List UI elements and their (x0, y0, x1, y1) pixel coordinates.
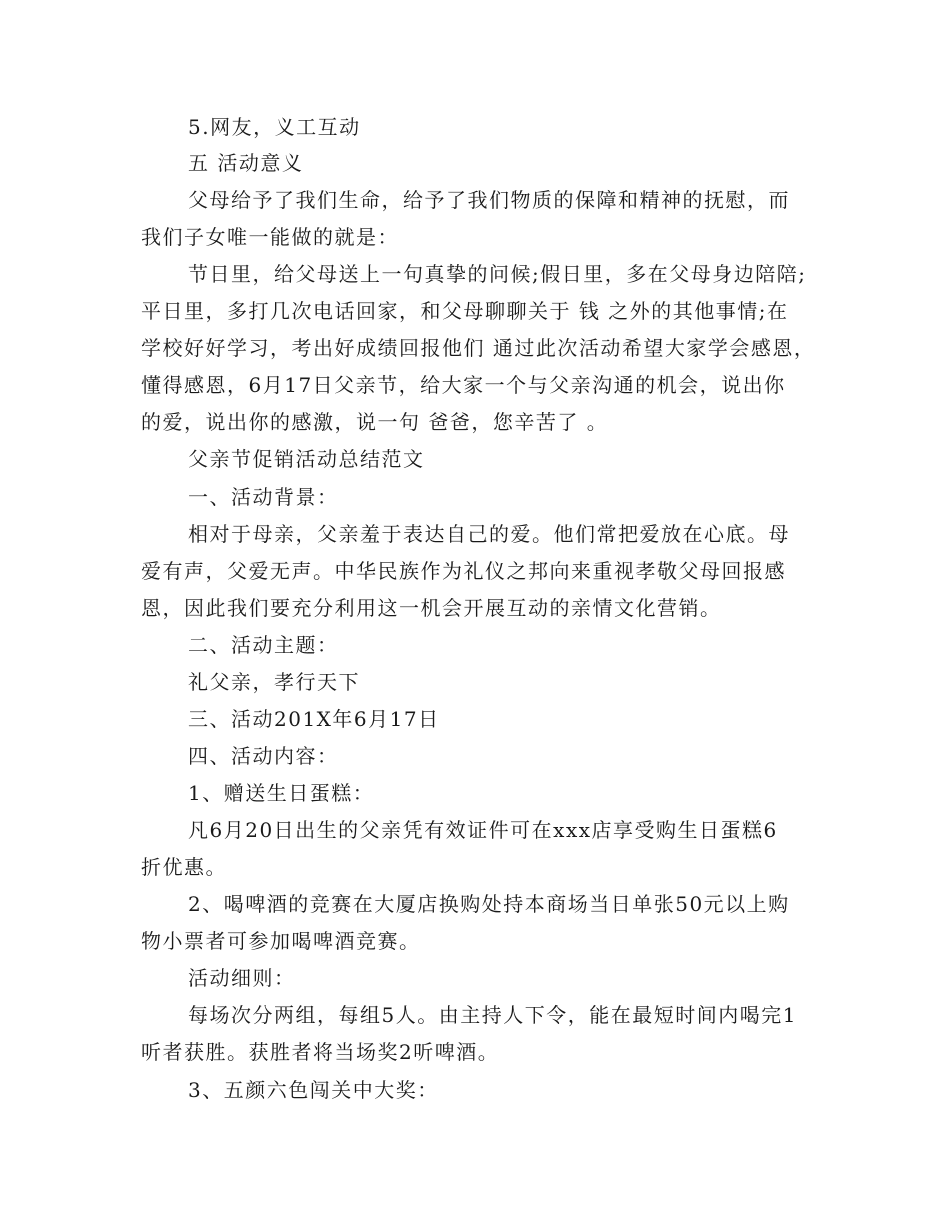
text-line: 凡6月20日出生的父亲凭有效证件可在xxx店享受购生日蛋糕6 (188, 818, 778, 842)
text-line: 每场次分两组，每组5人。由主持人下令，能在最短时间内喝完1 (188, 1003, 797, 1027)
list-item-heading: 3、五颜六色闯关中大奖： (188, 1078, 439, 1102)
section-heading: 五 活动意义 (188, 151, 304, 175)
text-line: 父母给予了我们生命，给予了我们物质的保障和精神的抚慰，而 (188, 188, 790, 212)
text-line: 2、喝啤酒的竞赛在大厦店换购处持本商场当日单张50元以上购 (188, 892, 790, 916)
list-item-heading: 活动细则： (188, 966, 296, 990)
text-line: 相对于母亲，父亲羞于表达自己的爱。他们常把爱放在心底。母 (188, 522, 790, 546)
section-heading: 一、活动背景： (188, 485, 339, 509)
text-line: 爱有声，父爱无声。中华民族作为礼仪之邦向来重视孝敬父母回报感 (141, 559, 786, 583)
section-heading: 三、活动201X年6月17日 (188, 707, 440, 731)
document-subtitle: 父亲节促销活动总结范文 (188, 447, 425, 471)
text-line: 的爱，说出你的感激，说一句 爸爸，您辛苦了 。 (141, 410, 609, 434)
section-heading: 四、活动内容： (188, 744, 339, 768)
text-line: 5.网友，义工互动 (188, 115, 361, 139)
text-line: 礼父亲，孝行天下 (188, 670, 360, 694)
text-line: 听者获胜。获胜者将当场奖2听啤酒。 (141, 1040, 500, 1064)
text-line: 折优惠。 (141, 855, 227, 879)
text-line: 学校好好学习，考出好成绩回报他们 通过此次活动希望大家学会感恩， (141, 336, 816, 360)
text-line: 平日里，多打几次电话回家，和父母聊聊关于 钱 之外的其他事情;在 (141, 299, 789, 323)
list-item-heading: 1、赠送生日蛋糕： (188, 781, 375, 805)
text-line: 恩，因此我们要充分利用这一机会开展互动的亲情文化营销。 (141, 596, 722, 620)
text-line: 我们子女唯一能做的就是： (141, 225, 399, 249)
text-line: 节日里，给父母送上一句真挚的问候;假日里，多在父母身边陪陪; (188, 262, 807, 286)
text-line: 懂得感恩，6月17日父亲节，给大家一个与父亲沟通的机会，说出你 (141, 373, 786, 397)
text-line: 物小票者可参加喝啤酒竞赛。 (141, 929, 421, 953)
section-heading: 二、活动主题： (188, 633, 339, 657)
